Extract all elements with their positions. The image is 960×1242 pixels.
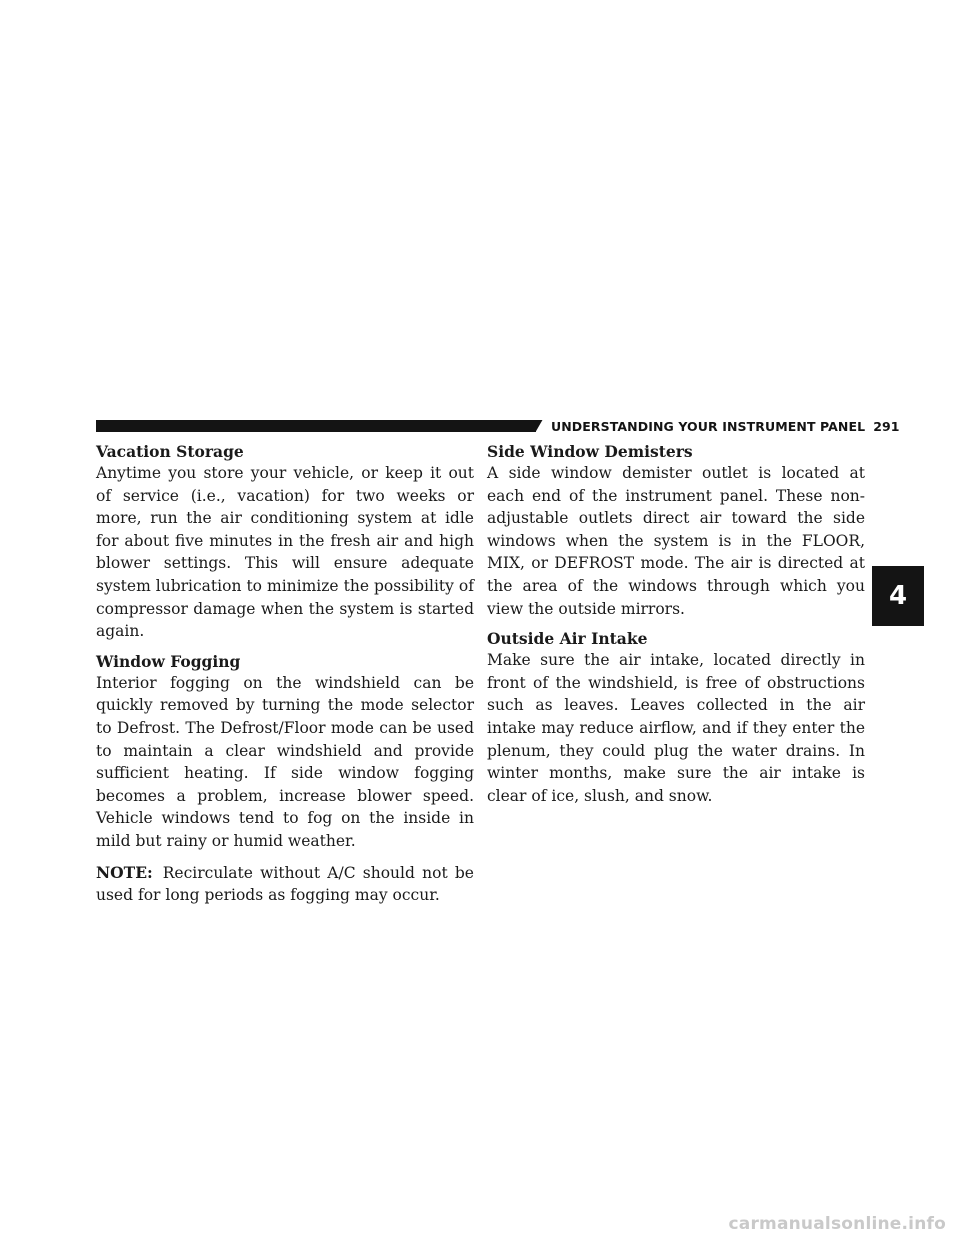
section-window-fogging (96, 652, 474, 853)
running-header (551, 419, 900, 434)
heading-window-fogging: Window Fogging (96, 651, 241, 671)
body-side-window-demisters: A side window demister outlet is located at each end of the instrument panel. These non-adjustable outlets direct air toward the side windows when the system is in the FLOOR, MIX, or DEFROST mode. The air is directed at the area of the windows through which you view the outside mirrors. (487, 464, 865, 618)
note-label: NOTE: (96, 862, 153, 882)
body-window-fogging: Interior fogging on the windshield can be quickly removed by turning the mode selector to Defrost. The Defrost/Floor mode can be used to maintain a clear windshield and provide sufficient heating. If side window fogging becomes a problem, increase blower speed. Vehicle windows tend to fog on the inside in mild but rainy or humid weather. (96, 673, 474, 850)
page-number: 291 (873, 419, 900, 434)
heading-outside-air-intake: Outside Air Intake (487, 629, 648, 649)
note-text: Recirculate without A/C should not be used for long periods as fogging may occur. (96, 863, 474, 905)
left-column (96, 442, 474, 907)
heading-vacation-storage: Vacation Storage (96, 442, 244, 461)
chapter-tab: 4 (872, 566, 924, 626)
section-side-window-demisters (487, 442, 865, 620)
header-rule (96, 420, 536, 432)
body-vacation-storage: Anytime you store your vehicle, or keep it out of service (i.e., vacation) for two weeks or more, run the air conditioning system at idle for about five minutes in the fresh air and high blower settings. This will ensure adequate system lubrication to minimize the possibility of compressor damage when the system is started again. (96, 464, 474, 641)
body-outside-air-intake: Make sure the air intake, located directly in front of the windshield, is free of obstructions such as leaves. Leaves collected in the air intake may reduce airflow, and if they enter the plenum, they could plug the water drains. In winter months, make sure the air intake is clear of ice, slush, and snow. (487, 651, 865, 805)
section-title: UNDERSTANDING YOUR INSTRUMENT PANEL (551, 419, 866, 434)
watermark: carmanualsonline.info (728, 1214, 946, 1234)
section-outside-air-intake (487, 629, 865, 807)
right-column (487, 442, 865, 816)
section-vacation-storage (96, 442, 474, 643)
note-paragraph (96, 862, 474, 907)
heading-side-window-demisters: Side Window Demisters (487, 442, 693, 461)
